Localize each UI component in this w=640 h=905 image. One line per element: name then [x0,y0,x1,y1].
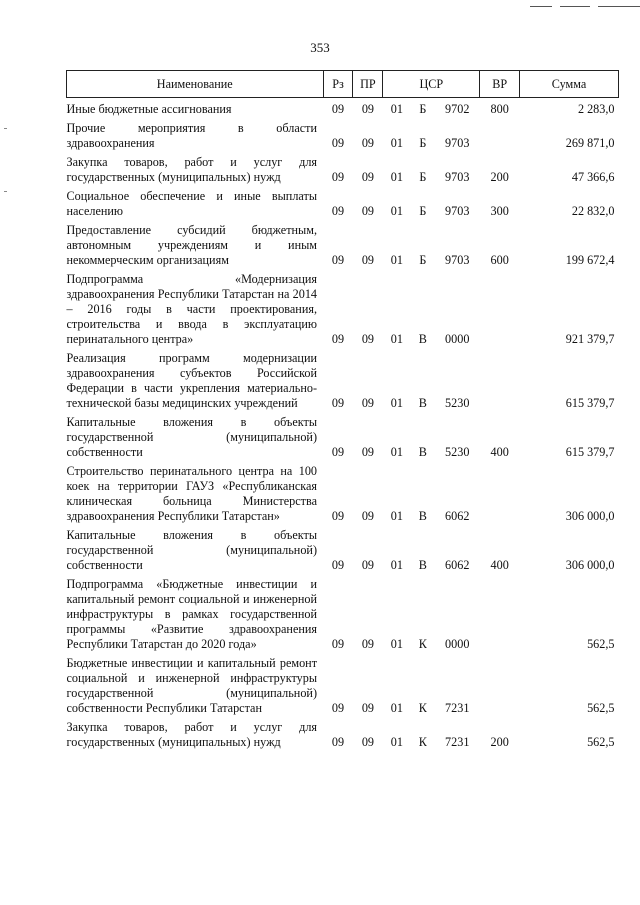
row-vr [480,268,520,347]
row-csr-part3: 0000 [445,332,470,346]
row-rz: 09 [331,170,345,184]
row-csr-part3: 5230 [445,396,470,410]
row-vr [480,347,520,411]
row-sum: 47 366,6 [571,170,615,184]
row-pr: 09 [361,102,375,116]
row-vr: 200 [490,170,509,184]
row-csr-part3: 9703 [445,253,470,267]
row-rz: 09 [331,332,345,346]
row-pr: 09 [361,204,375,218]
row-sum: 615 379,7 [565,445,615,459]
row-vr: 200 [490,735,509,749]
table-row [67,98,619,118]
row-rz: 09 [331,701,345,715]
row-csr-part3: 9703 [445,170,470,184]
budget-table [66,70,619,750]
row-csr-part1: 01 [390,204,403,218]
row-sum: 562,5 [587,637,615,651]
row-sum: 306 000,0 [565,558,615,572]
header-rz: Рз [323,71,353,98]
row-sum: 306 000,0 [565,509,615,523]
row-csr-part2: В [418,558,427,572]
row-csr-part1: 01 [390,509,403,523]
row-csr-part2: В [418,396,427,410]
row-rz: 09 [331,396,345,410]
row-pr: 09 [361,253,375,267]
row-csr-part3: 9703 [445,204,470,218]
row-pr: 09 [361,735,375,749]
table-row [67,117,619,151]
row-name: Реализация программ модернизации здравоохранения субъектов Российской Федерации в части укрепления материально-технической базы медицинских учреждений [66,351,318,410]
row-name: Подпрограмма «Модернизация здравоохранения Республики Татарстан на 2014 – 2016 годы в части проектирования, строительства и ввода в эксплуатацию перинатального центра» [66,272,318,346]
row-rz: 09 [331,509,345,523]
row-csr-part2: Б [419,136,427,150]
row-csr-part1: 01 [390,170,403,184]
row-vr [480,117,520,151]
row-vr: 400 [490,445,509,459]
table-row [67,716,619,750]
row-rz: 09 [331,735,345,749]
row-csr-part3: 9703 [445,136,470,150]
row-csr-part1: 01 [390,445,403,459]
row-csr-part2: В [418,445,427,459]
row-name: Закупка товаров, работ и услуг для государственных (муниципальных) нужд [66,155,318,184]
row-csr-part3: 7231 [445,735,470,749]
row-pr: 09 [361,396,375,410]
table-row [67,347,619,411]
row-name: Бюджетные инвестиции и капитальный ремонт социальной и инженерной инфраструктуры государственной (муниципальной) собственности Республики Татарстан [66,656,318,715]
row-name: Предоставление субсидий бюджетным, автономным учреждениям и иным некоммерческим организациям [66,223,318,267]
row-csr-part1: 01 [390,558,403,572]
row-name: Закупка товаров, работ и услуг для государственных (муниципальных) нужд [66,720,318,749]
row-sum: 921 379,7 [565,332,615,346]
page-number: 353 [310,40,330,55]
table-row [67,411,619,460]
row-rz: 09 [331,102,345,116]
row-pr: 09 [361,136,375,150]
row-name: Прочие мероприятия в области здравоохранения [66,121,318,150]
row-pr: 09 [361,332,375,346]
row-rz: 09 [331,204,345,218]
row-csr-part2: К [418,701,427,715]
table-row [67,185,619,219]
row-sum: 199 672,4 [565,253,615,267]
table-row [67,268,619,347]
row-csr-part2: В [418,509,427,523]
row-rz: 09 [331,637,345,651]
row-rz: 09 [331,136,345,150]
table-header [67,71,619,98]
row-sum: 615 379,7 [565,396,615,410]
row-sum: 269 871,0 [565,136,615,150]
table-row [67,151,619,185]
row-pr: 09 [361,701,375,715]
row-csr-part1: 01 [390,701,403,715]
row-pr: 09 [361,509,375,523]
table-row [67,460,619,524]
corner-marks [530,6,640,12]
table-row [67,652,619,716]
row-sum: 2 283,0 [577,102,615,116]
header-sum: Сумма [520,71,619,98]
row-csr-part1: 01 [390,253,403,267]
row-name: Социальное обеспечение и иные выплаты населению [66,189,318,218]
row-csr-part2: К [418,637,427,651]
row-csr-part1: 01 [390,637,403,651]
row-sum: 22 832,0 [571,204,615,218]
row-rz: 09 [331,253,345,267]
row-vr: 800 [490,102,509,116]
row-name: Строительство перинатального центра на 100 коек на территории ГАУЗ «Республиканская клиническая больница Министерства здравоохранения Республики Татарстан» [66,464,318,523]
row-csr-part1: 01 [390,102,403,116]
row-name: Иные бюджетные ассигнования [66,102,232,116]
row-pr: 09 [361,637,375,651]
row-vr: 600 [490,253,509,267]
row-csr-part3: 0000 [445,637,470,651]
row-sum: 562,5 [587,701,615,715]
row-csr-part2: Б [419,253,427,267]
row-csr-part2: Б [419,102,427,116]
row-csr-part1: 01 [390,735,403,749]
row-name: Подпрограмма «Бюджетные инвестиции и капитальный ремонт социальной и инженерной инфраструктуры в рамках государственной программы «Развитие здравоохранения Республики Татарстан до 2020 года» [66,577,318,651]
row-vr [480,460,520,524]
row-csr-part1: 01 [390,332,403,346]
row-pr: 09 [361,445,375,459]
row-pr: 09 [361,170,375,184]
row-rz: 09 [331,558,345,572]
row-csr-part2: В [418,332,427,346]
header-csr: ЦСР [383,71,480,98]
header-name: Наименование [67,71,324,98]
header-vr: ВР [480,71,520,98]
row-csr-part3: 6062 [445,509,470,523]
row-name: Капитальные вложения в объекты государственной (муниципальной) собственности [66,528,318,572]
row-csr-part3: 9702 [445,102,470,116]
row-rz: 09 [331,445,345,459]
row-pr: 09 [361,558,375,572]
row-vr [480,652,520,716]
header-pr: ПР [353,71,383,98]
row-csr-part2: Б [419,170,427,184]
row-csr-part3: 7231 [445,701,470,715]
row-vr: 400 [490,558,509,572]
row-csr-part1: 01 [390,396,403,410]
row-csr-part1: 01 [390,136,403,150]
row-name: Капитальные вложения в объекты государственной (муниципальной) собственности [66,415,318,459]
table-row [67,573,619,652]
table-row [67,524,619,573]
row-csr-part3: 6062 [445,558,470,572]
row-csr-part2: К [418,735,427,749]
row-csr-part2: Б [419,204,427,218]
row-sum: 562,5 [587,735,615,749]
row-vr [480,573,520,652]
row-vr: 300 [490,204,509,218]
row-csr-part3: 5230 [445,445,470,459]
table-row [67,219,619,268]
